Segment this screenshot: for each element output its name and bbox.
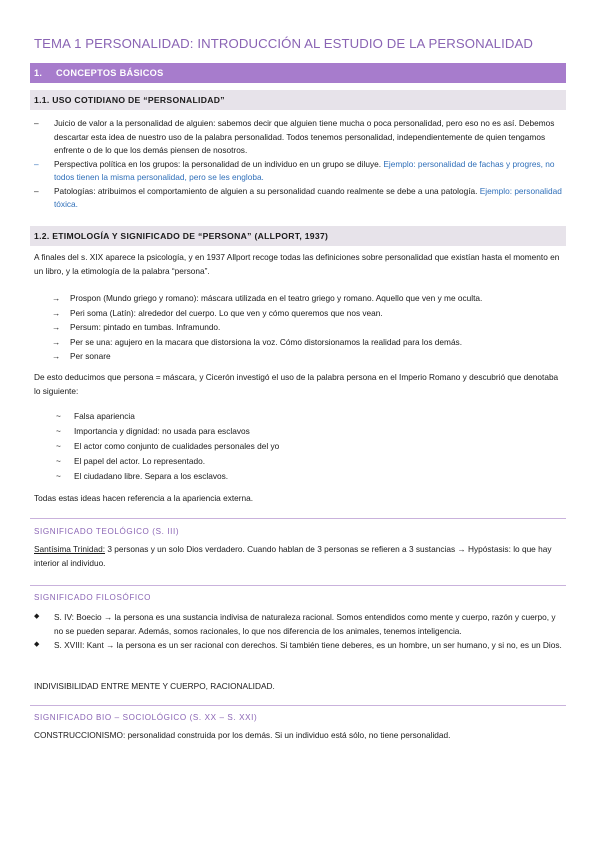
arrow-icon: → [52,351,61,362]
list-item [56,454,562,469]
list-item-text: Per sonare [70,351,111,362]
dash-marker: – [34,158,39,169]
bio-heading: SIGNIFICADO BIO – SOCIOLÓGICO (S. XX – S. XXI) [34,713,258,722]
arrow-icon: → [52,322,61,333]
list-item [34,638,566,652]
list-item-text: Persum: pintado en tumbas. Inframundo. [70,322,221,333]
subsection-label: 1.1. USO COTIDIANO DE “PERSONALIDAD” [34,95,225,105]
filosofico-list [34,610,566,652]
list-item [52,349,562,364]
list-item [56,409,562,424]
list-item-text: El actor como conjunto de cualidades personales del yo [74,441,280,451]
arrow-icon: → [52,307,61,318]
tilde-marker: ~ [56,426,61,436]
mask-intro: De esto deducimos que persona = máscara, y Cicerón investigó el uso de la palabra persona en el Imperio Romano y descubrió que denotaba lo siguiente: [34,372,559,396]
trinity-term: Santísima Trinidad: [34,544,106,554]
list-item-text: Peri soma (Latín): alrededor del cuerpo. Lo que ven y cómo queremos que nos vean. [70,307,383,318]
teologico-body: 3 personas y un solo Dios verdadero. Cuando hablan de 3 personas se refieren a 3 sustancias → Hypóstasis: lo que hay interior al individuo. [34,544,552,568]
subsection-header-etimologia [30,226,566,246]
list-item [56,439,562,454]
filosofico-conclusion: INDIVISIBILIDAD ENTRE MENTE Y CUERPO, RACIONALIDAD. [34,681,275,691]
tilde-marker: ~ [56,411,61,421]
list-item [34,610,566,638]
subsection-label: 1.2. ETIMOLOGÍA Y SIGNIFICADO DE “PERSONA” (ALLPORT, 1937) [34,231,329,241]
list-item [34,117,566,158]
divider [30,705,566,706]
diamond-bullet-icon: ◆ [34,613,40,620]
list-item-text: Per se una: agujero en la macara que distorsiona la voz. Cómo distorsionamos la realidad para los demás. [70,336,463,347]
dash-marker: – [34,185,39,196]
list-item-text: Perspectiva política en los grupos: la personalidad de un individuo en un grupo se diluye. [54,158,384,169]
filosofico-heading: SIGNIFICADO FILOSÓFICO [34,593,152,602]
section-header-conceptos [30,63,566,83]
summary-text: Todas estas ideas hacen referencia a la apariencia externa. [34,493,254,503]
list-item [56,424,562,439]
diamond-bullet-icon: ◆ [34,641,40,648]
list-item-text: Juicio de valor a la personalidad de alguien: sabemos decir que alguien tiene mucha o poca personalidad, pero eso no es así. Debemos descartar esta idea de nuestro uso de la palabra personalidad. Todos tenemos personalidad, independientemente de quien tengamos enfrente o de lo que los demás piensen de nosotros. [54,118,555,155]
section-number: 1. [34,68,43,78]
example-text: Ejemplo: personalidad tóxica. [54,185,562,209]
list-item-text: Patologías: atribuimos el comportamiento de alguien a su personalidad cuando realmente se debe a una patología. [54,185,480,196]
list-item [52,335,562,350]
tilde-marker: ~ [56,456,61,466]
teologico-text [34,543,566,570]
list-item-text: El papel del actor. Lo representado. [74,456,205,466]
arrow-icon: → [52,293,61,303]
list-item [56,469,562,484]
list-item [52,291,562,306]
document-title: TEMA 1 PERSONALIDAD: INTRODUCCIÓN AL ESTUDIO DE LA PERSONALIDAD [34,36,533,51]
divider [30,585,566,586]
list-item-text: Falsa apariencia [74,411,135,421]
list-item-text: El ciudadano libre. Separa a los esclavos. [74,471,229,481]
tilde-marker: ~ [56,471,61,481]
example-text: Ejemplo: personalidad de fachas y progres, no todos tienen la misma personalidad, pero se les engloba. [54,158,555,182]
list-item [52,320,562,335]
uso-bullet-list [34,117,566,212]
list-item-text: S. IV: Boecio → la persona es una sustancia indivisa de naturaleza racional. Somos entendidos como mente y cuerpo, razón y cuerpo, y no se pueden separar. Además, somos racionales, lo que nos diferencia de los animales, tenemos inteligencia. [54,612,556,636]
cicero-list [56,409,562,484]
dash-marker: – [34,118,39,128]
list-item [52,306,562,321]
list-item-text: Importancia y dignidad: no usada para esclavos [74,426,250,436]
tilde-marker: ~ [56,441,61,451]
list-item-text: Prospon (Mundo griego y romano): máscara utilizada en el teatro griego y romano. Aquello que ven y me oculta. [70,293,483,303]
etymology-list [52,291,562,364]
etimologia-intro: A finales del s. XIX aparece la psicología, y en 1937 Allport recoge todas las definiciones sobre personalidad que existían hasta el momento en un libro, y la etimología de la palabra “persona”. [34,252,560,276]
bio-text: CONSTRUCCIONISMO: personalidad construida por los demás. Si un individuo está sólo, no tiene personalidad. [34,730,451,740]
list-item [34,158,566,185]
list-item [34,185,566,212]
divider [30,518,566,519]
section-label: CONCEPTOS BÁSICOS [56,68,164,78]
list-item-text: S. XVIII: Kant → la persona es un ser racional con derechos. Si también tiene deberes, es un hombre, un ser humano, y si no, es un Dios. [54,640,562,650]
teologico-heading: SIGNIFICADO TEOLÓGICO (S. III) [34,527,180,536]
arrow-icon: → [52,336,61,347]
subsection-header-uso [30,90,566,110]
